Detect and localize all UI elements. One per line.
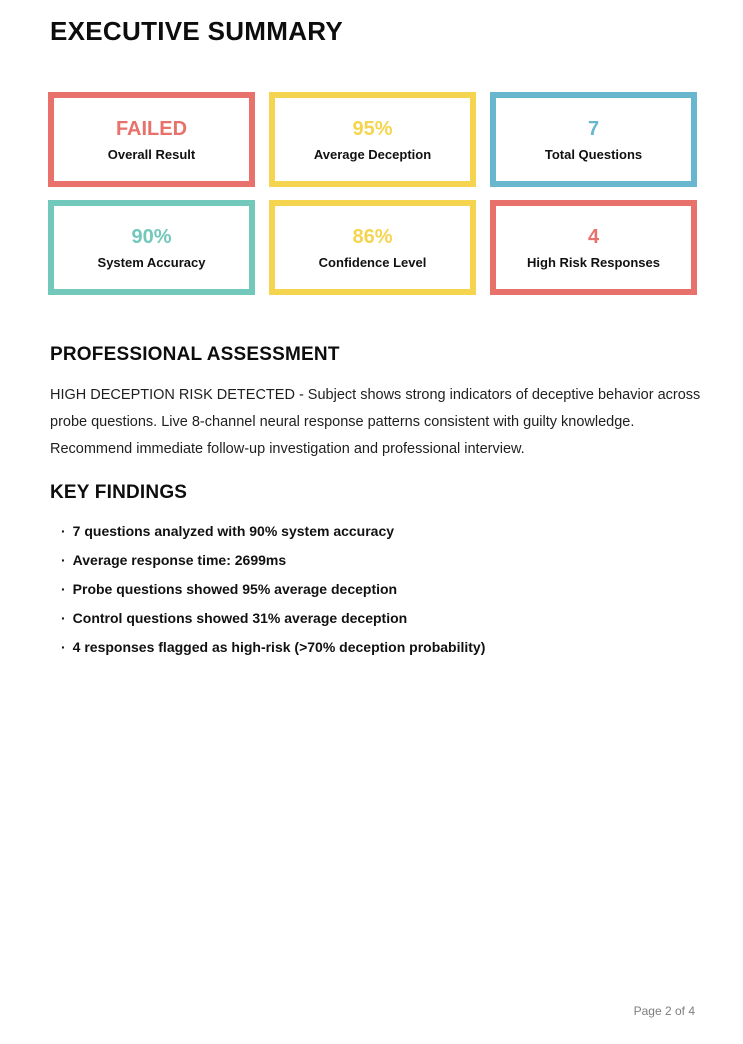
finding-item (61, 633, 485, 662)
stat-value: 90% (131, 225, 172, 248)
stat-value: 95% (352, 117, 393, 140)
finding-text: Average response time: 2699ms (72, 552, 287, 568)
stat-label: Overall Result (107, 146, 196, 162)
finding-text: 4 responses flagged as high-risk (>70% deception probability) (72, 639, 486, 655)
page-title: EXECUTIVE SUMMARY (50, 16, 344, 46)
assessment-heading: PROFESSIONAL ASSESSMENT (50, 344, 340, 365)
stat-value: 4 (587, 225, 600, 248)
stat-value: FAILED (115, 117, 188, 140)
page-number: Page 2 of 4 (633, 1004, 695, 1018)
stat-label: System Accuracy (97, 254, 206, 270)
stat-card-system-accuracy (48, 200, 255, 295)
bullet-dot: · (61, 581, 66, 597)
bullet-dot: · (61, 552, 66, 568)
finding-item (61, 546, 485, 575)
bullet-dot: · (61, 610, 66, 626)
stat-card-overall-result (48, 92, 255, 187)
stat-card-total-questions (490, 92, 697, 187)
summary-stat-cards (48, 92, 697, 295)
finding-text: Probe questions showed 95% average deception (72, 581, 398, 597)
stat-value: 86% (352, 225, 393, 248)
stat-label: High Risk Responses (527, 254, 660, 270)
stat-card-average-deception (269, 92, 476, 187)
stat-label: Confidence Level (318, 254, 427, 270)
finding-text: 7 questions analyzed with 90% system accuracy (72, 523, 395, 539)
stat-card-confidence-level (269, 200, 476, 295)
finding-item (61, 517, 485, 546)
key-findings-heading: KEY FINDINGS (50, 482, 188, 503)
finding-item (61, 575, 485, 604)
bullet-dot: · (61, 639, 66, 655)
stat-label: Average Deception (313, 146, 432, 162)
assessment-body-text: HIGH DECEPTION RISK DETECTED - Subject shows strong indicators of deceptive behavior across probe questions. Live 8-channel neural response patterns consistent with guilty knowledge. Recommend immediate follow-up investigation and professional interview. (50, 387, 701, 457)
finding-text: Control questions showed 31% average deception (72, 610, 408, 626)
stat-card-high-risk-responses (490, 200, 697, 295)
stat-label: Total Questions (544, 146, 643, 162)
finding-item (61, 604, 485, 633)
bullet-dot: · (61, 523, 66, 539)
stat-value: 7 (587, 117, 600, 140)
key-findings-list (61, 517, 485, 662)
